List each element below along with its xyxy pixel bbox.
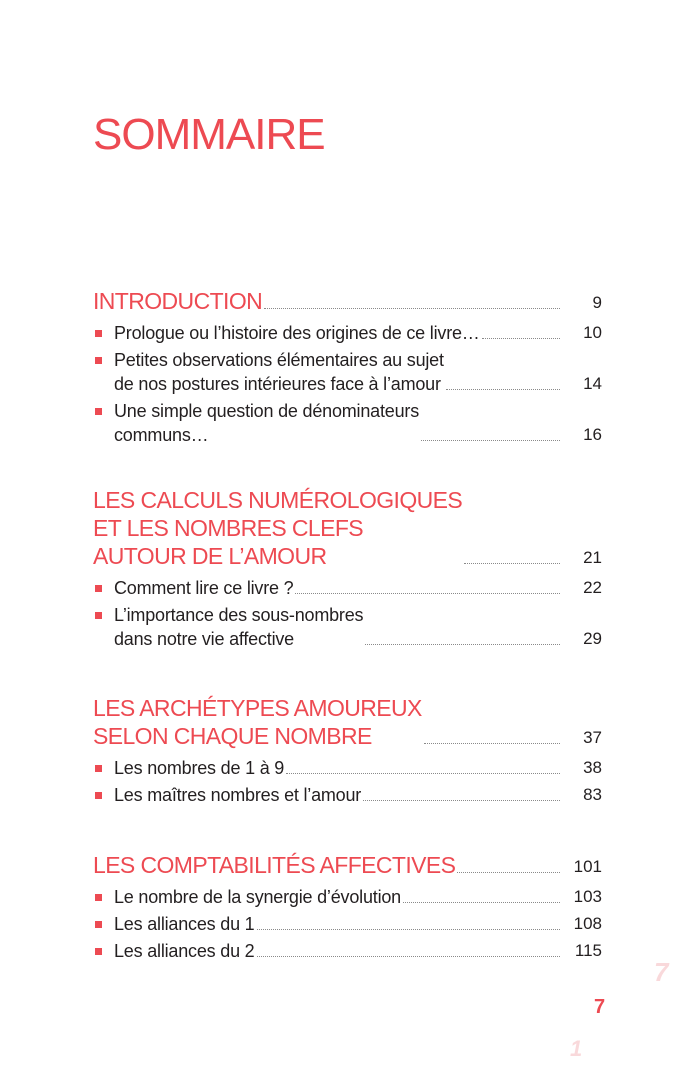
entry-text-line: Les alliances du 2 bbox=[114, 941, 255, 961]
square-bullet-icon bbox=[95, 408, 102, 415]
toc-entry[interactable] bbox=[93, 576, 602, 600]
section-page-number: 101 bbox=[573, 857, 602, 876]
entry-text-line: dans notre vie affective bbox=[114, 629, 294, 649]
page-title: SOMMAIRE bbox=[93, 110, 325, 159]
entry-text-line: Comment lire ce livre ? bbox=[114, 578, 294, 598]
entry-text-line: L’importance des sous-nombres bbox=[114, 605, 364, 625]
toc-section-heading[interactable] bbox=[93, 287, 602, 315]
section-heading-line: ET LES NOMBRES CLEFS bbox=[93, 515, 364, 541]
toc-section-heading[interactable] bbox=[93, 694, 602, 750]
entry-page-number: 103 bbox=[573, 887, 602, 906]
page-folio-number: 7 bbox=[594, 996, 606, 1018]
dot-leader bbox=[464, 563, 560, 564]
section-heading-line: LES COMPTABILITÉS AFFECTIVES bbox=[93, 852, 456, 878]
entry-page-number: 108 bbox=[573, 914, 602, 933]
dot-leader bbox=[457, 872, 560, 873]
toc-section-heading[interactable] bbox=[93, 486, 602, 570]
entry-page-number: 22 bbox=[583, 578, 602, 597]
faint-bleed-through-mark: 1 bbox=[570, 1036, 583, 1061]
square-bullet-icon bbox=[95, 765, 102, 772]
entry-page-number: 83 bbox=[583, 785, 602, 804]
section-heading-line: INTRODUCTION bbox=[93, 288, 263, 314]
toc-section-archetypes bbox=[93, 694, 602, 810]
square-bullet-icon bbox=[95, 612, 102, 619]
faint-bleed-through-mark: 7 bbox=[654, 957, 669, 987]
square-bullet-icon bbox=[95, 948, 102, 955]
entry-text-line: Le nombre de la synergie d’évolution bbox=[114, 887, 401, 907]
toc-section-calculs bbox=[93, 486, 602, 654]
toc-section-introduction bbox=[93, 287, 602, 450]
section-heading-line: AUTOUR DE L’AMOUR bbox=[93, 543, 327, 569]
square-bullet-icon bbox=[95, 921, 102, 928]
toc-entry[interactable] bbox=[93, 885, 602, 909]
dot-leader bbox=[421, 440, 560, 441]
entry-page-number: 16 bbox=[583, 425, 602, 444]
dot-leader bbox=[363, 800, 560, 801]
toc-entry[interactable] bbox=[93, 603, 602, 651]
dot-leader bbox=[365, 644, 560, 645]
dot-leader bbox=[482, 338, 560, 339]
entry-text-line: Les alliances du 1 bbox=[114, 914, 255, 934]
entry-text-line: communs… bbox=[114, 425, 209, 445]
toc-section-heading[interactable] bbox=[93, 851, 602, 879]
dot-leader bbox=[264, 308, 560, 309]
square-bullet-icon bbox=[95, 357, 102, 364]
entry-page-number: 115 bbox=[574, 941, 602, 960]
square-bullet-icon bbox=[95, 330, 102, 337]
section-page-number: 9 bbox=[592, 293, 602, 312]
dot-leader bbox=[286, 773, 560, 774]
section-page-number: 21 bbox=[583, 548, 602, 567]
toc-entry[interactable] bbox=[93, 783, 602, 807]
entry-text-line: de nos postures intérieures face à l’amour bbox=[114, 374, 441, 394]
entry-page-number: 38 bbox=[583, 758, 602, 777]
entry-text-line: Les maîtres nombres et l’amour bbox=[114, 785, 362, 805]
entry-page-number: 29 bbox=[583, 629, 602, 648]
entry-page-number: 14 bbox=[583, 374, 602, 393]
dot-leader bbox=[257, 929, 561, 930]
square-bullet-icon bbox=[95, 792, 102, 799]
dot-leader bbox=[446, 389, 560, 390]
entry-text-line: Une simple question de dénominateurs bbox=[114, 401, 419, 421]
section-heading-line: SELON CHAQUE NOMBRE bbox=[93, 723, 372, 749]
section-heading-line: LES ARCHÉTYPES AMOUREUX bbox=[93, 695, 422, 721]
toc-entry[interactable] bbox=[93, 912, 602, 936]
entry-page-number: 10 bbox=[583, 323, 602, 342]
entry-text-line: Petites observations élémentaires au sujet bbox=[114, 350, 444, 370]
toc-entry[interactable] bbox=[93, 756, 602, 780]
toc-section-comptabilites bbox=[93, 851, 602, 966]
toc-entry[interactable] bbox=[93, 348, 602, 396]
section-page-number: 37 bbox=[583, 728, 602, 747]
square-bullet-icon bbox=[95, 894, 102, 901]
entry-text-line: Les nombres de 1 à 9 bbox=[114, 758, 285, 778]
toc-entry[interactable] bbox=[93, 939, 602, 963]
toc-entry[interactable] bbox=[93, 399, 602, 447]
dot-leader bbox=[403, 902, 560, 903]
dot-leader bbox=[295, 593, 560, 594]
entry-text-line: Prologue ou l’histoire des origines de ce livre… bbox=[114, 323, 480, 343]
dot-leader bbox=[257, 956, 561, 957]
toc-entry[interactable] bbox=[93, 321, 602, 345]
dot-leader bbox=[424, 743, 560, 744]
section-heading-line: LES CALCULS NUMÉROLOGIQUES bbox=[93, 487, 463, 513]
square-bullet-icon bbox=[95, 585, 102, 592]
